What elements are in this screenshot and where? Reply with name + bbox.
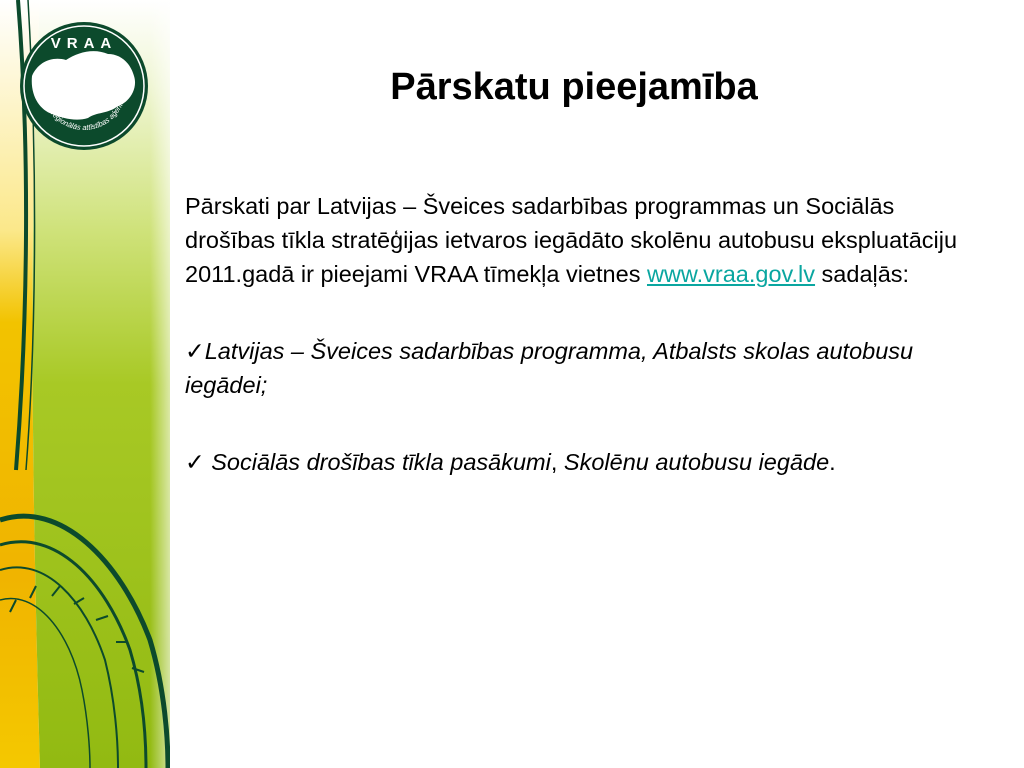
decorative-sidebar xyxy=(0,0,170,768)
logo-vraa-text: VRAA xyxy=(50,35,118,52)
list-item-text-part2: Skolēnu autobusu iegāde xyxy=(563,449,830,475)
slide-title: Pārskatu pieejamība xyxy=(390,66,758,108)
logo-ring-textpath: Valsts reģionālās attīstības aģentūra xyxy=(40,92,128,133)
intro-text: Pārskati par Latvijas – Šveices sadarbības programmas un Sociālās drošības tīkla stratēģijas ietvaros iegādāto skolēnu autobusu ekspluatāciju 2011.gadā ir pieejami VRAA tīmekļa vietnes xyxy=(185,193,958,287)
intro-paragraph xyxy=(185,189,965,291)
vraa-logo xyxy=(18,18,150,156)
list-item-end: . xyxy=(829,449,836,475)
list-item-text-part1: Sociālās drošības tīkla pasākumi xyxy=(211,449,551,475)
list-item-text: Latvijas – Šveices sadarbības programma, Atbalsts skolas autobusu iegādei; xyxy=(185,338,914,398)
list-item-separator: , xyxy=(550,449,564,475)
vraa-logo-graphic xyxy=(18,18,150,156)
checkmark-icon: ✓ xyxy=(185,338,205,364)
intro-text-end: sadaļās: xyxy=(815,261,910,287)
list-item xyxy=(185,445,965,479)
list-item xyxy=(185,334,965,402)
slide-content xyxy=(185,189,965,479)
vraa-website-link[interactable]: www.vraa.gov.lv xyxy=(646,261,816,287)
checkmark-icon: ✓ xyxy=(185,449,212,475)
